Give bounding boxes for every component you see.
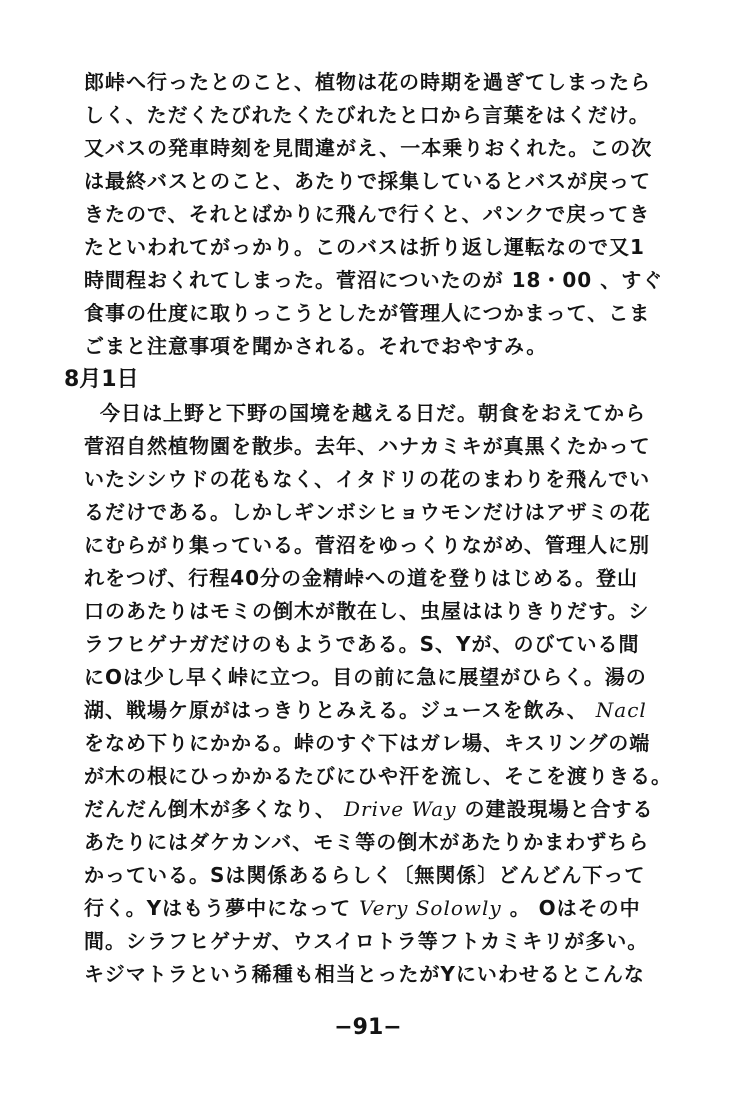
text-line: 食事の仕度に取りっこうとしたが管理人につかまって、こま: [84, 301, 651, 325]
text-line: れをつげ、行程40分の金精峠への道を登りはじめる。登山: [84, 566, 639, 590]
text-line: が木の根にひっかかるたびにひや汗を流し、そこを渡りきる。: [84, 764, 672, 788]
text-line: るだけである。しかしギンボシヒョウモンだけはアザミの花: [84, 500, 651, 524]
text-segment: 。 Oはその中: [509, 896, 641, 920]
text-line: キジマトラという稀種も相当とったがYにいわせるとこんな: [84, 962, 645, 986]
text-line: いたシシウドの花もなく、イタドリの花のまわりを飛んでい: [84, 467, 651, 491]
text-segment: の建設現場と合する: [464, 797, 654, 821]
text-line: あたりにはダケカンバ、モミ等の倒木があたりかまわずちら: [84, 830, 650, 854]
text-line: かっている。Sは関係あるらしく〔無関係〕どんどん下って: [84, 863, 646, 887]
handwritten-very-solowly: Very Solowly: [359, 896, 502, 920]
text-line: 郎峠へ行ったとのこと、植物は花の時期を過ぎてしまったら: [84, 70, 651, 94]
text-line: 間。シラフヒゲナガ、ウスイロトラ等フトカミキリが多い。: [84, 929, 649, 953]
text-line: 又バスの発車時刻を見間違がえ、一本乗りおくれた。この次: [84, 136, 653, 160]
text-segment: 湖、戦場ケ原がはっきりとみえる。ジュースを飲み、: [84, 698, 588, 722]
text-line: [84, 696, 647, 724]
page-number: −91−: [334, 1015, 402, 1040]
handwritten-nacl: Nacl: [595, 698, 647, 722]
date-heading: 8月1日: [64, 367, 139, 392]
text-line: ラフヒゲナガだけのもようである。S、Yが、のびている間: [84, 632, 640, 656]
text-line: 口のあたりはモミの倒木が散在し、虫屋ははりきりだす。シ: [84, 599, 650, 623]
text-line: ごまと注意事項を聞かされる。それでおやすみ。: [84, 334, 548, 358]
text-line: たといわれてがっかり。このバスは折り返し運転なので又1: [84, 235, 645, 259]
text-line: [84, 795, 653, 823]
text-line: きたので、それとばかりに飛んで行くと、パンクで戻ってき: [84, 202, 651, 226]
text-line: 菅沼自然植物園を散歩。去年、ハナカミキが真黒くたかって: [84, 434, 651, 458]
text-segment: だんだん倒木が多くなり、: [84, 797, 336, 821]
text-line: にむらがり集っている。菅沼をゆっくりながめ、管理人に別: [84, 533, 650, 557]
text-line: [84, 894, 641, 922]
text-line: は最終バスとのこと、あたりで採集しているとバスが戻って: [84, 169, 651, 193]
text-line: 時間程おくれてしまった。菅沼についたのが 18・00 、すぐ: [84, 268, 664, 292]
handwritten-drive-way: Drive Way: [343, 797, 457, 821]
text-line: 今日は上野と下野の国境を越える日だ。朝食をおえてから: [100, 401, 646, 425]
text-segment: 行く。Yはもう夢中になって: [84, 896, 352, 920]
text-line: をなめ下りにかかる。峠のすぐ下はガレ場、キスリングの端: [84, 731, 651, 755]
text-line: しく、ただくたびれたくたびれたと口から言葉をはくだけ。: [84, 103, 650, 127]
text-line: にOは少し早く峠に立つ。目の前に急に展望がひらく。湯の: [84, 665, 647, 689]
